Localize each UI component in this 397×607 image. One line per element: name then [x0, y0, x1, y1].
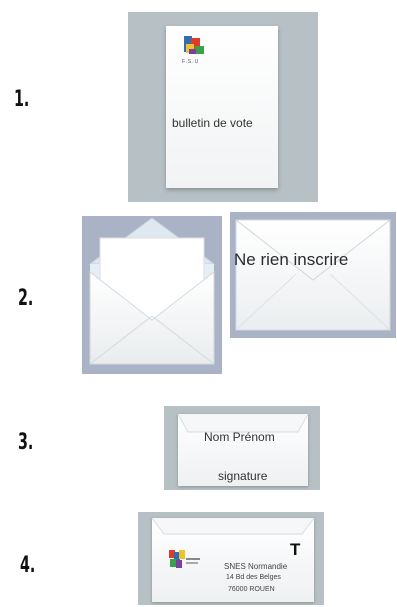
signature-field-label: signature: [218, 469, 268, 483]
open-envelope-panel: [82, 216, 222, 374]
inner-envelope-label: Ne rien inscrire: [234, 250, 349, 269]
fsu-logo-caption: F.S.U: [182, 59, 200, 65]
step-1-number: 1.: [14, 87, 30, 112]
step-3-number: 3.: [18, 430, 34, 455]
step-4-number: 4.: [20, 553, 36, 578]
fsu-logo: [182, 34, 206, 65]
address-line-3: 76000 ROUEN: [228, 586, 275, 593]
step-2-number: 2.: [18, 286, 34, 311]
ballot-sheet: [166, 26, 278, 188]
postage-mark: T: [290, 540, 301, 559]
mail-envelope-panel: [138, 512, 324, 605]
ballot-label: bulletin de vote: [172, 116, 253, 130]
ballot-panel: [128, 12, 318, 202]
closed-envelope-illustration: [230, 212, 396, 338]
mail-envelope: [152, 518, 314, 602]
open-envelope-illustration: [82, 216, 222, 374]
snes-logo: [168, 548, 202, 570]
inner-envelope-panel: [230, 212, 396, 338]
address-line-2: 14 Bd des Belges: [226, 574, 281, 581]
mail-envelope-flap: [152, 518, 314, 542]
identity-envelope-panel: [164, 406, 320, 490]
name-field-label: Nom Prénom: [204, 430, 275, 444]
identity-envelope: [178, 414, 308, 486]
address-line-1: SNES Normandie: [224, 562, 288, 571]
